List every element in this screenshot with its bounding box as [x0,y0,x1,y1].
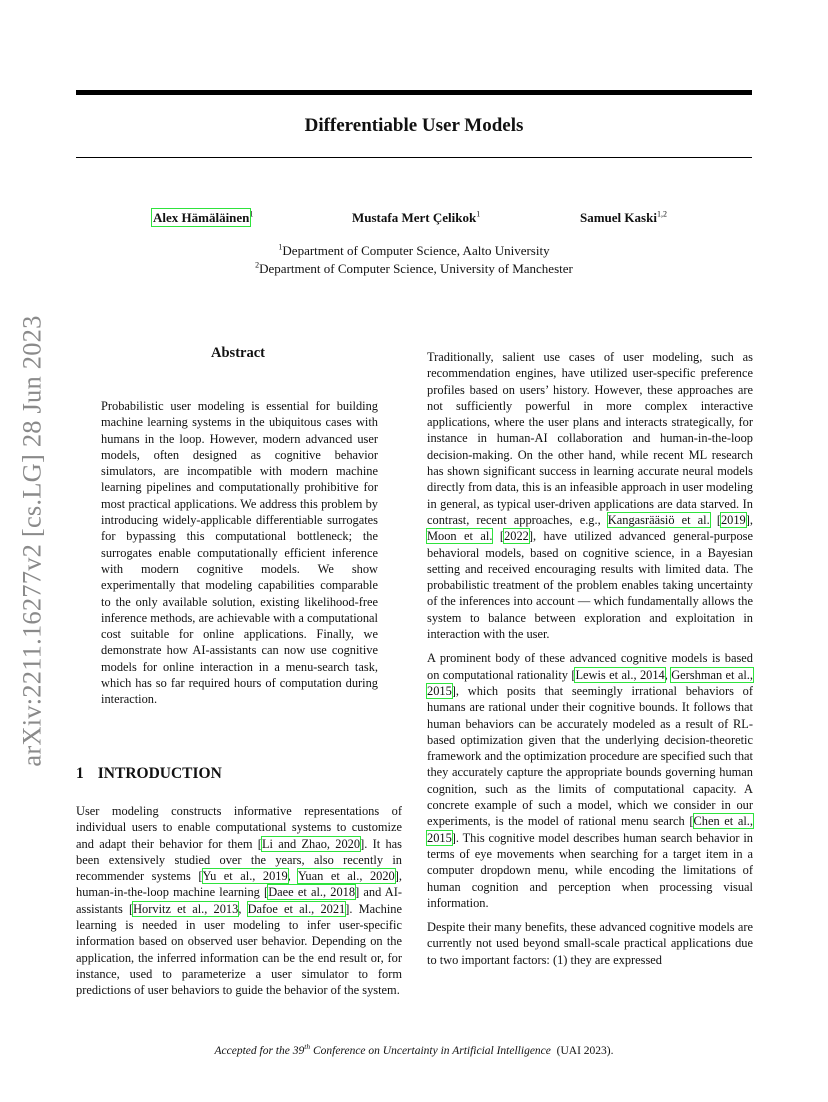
text-run: ], have utilized advanced general-purpose behavioral models, based on cognitive science, in a Bayesian setting and received encouraging results with limited data. The probabilistic treatment of the problem enables taking uncertainty of the inferences into account — which fundamentally allows the system to balance between exploration and exploitation in interaction with the user. [427,529,753,642]
text-run: ]. This cognitive model describes human search behavior in terms of eye movements when searching for a target item in a computer dropdown menu, while encoding the limitations of human cognition and perception when processing visual information. [427,830,753,910]
footer-acronym: (UAI 2023). [556,1045,614,1057]
abstract-text: Probabilistic user modeling is essential for building machine learning systems in the ubiquitous cases with humans in the loop. However, modern advanced user models, often designed as cognitive behavior simulators, are incompatible with modern machine learning pipelines and computationally prohibitive for most practical applications. We address this problem by introducing widely-applicable differentiable surrogates for bypassing this computational bottleneck; the surrogates enable computationally efficient inference with modern cognitive models. We show experimentally that modeling capabilities comparable to the only available solution, existing likelihood-free inference methods, are achievable with a computational cost suitable for online applications. Finally, we demonstrate how AI-assistants can now use cognitive models for online interaction in a menu-search task, which has so far required hours of computation during interaction. [101,399,378,707]
text-run: Traditionally, salient use cases of user modeling, such as recommendation engines, have utilized user-specific preference profiles based on users’ history. However, these approaches are not sufficiently powerful in more complex interactive applications, where the user plans and interacts strategically, for instance in human-AI collaboration and human-in-the-loop decision-making. On the other hand, while recent ML research has shown significant success in learning accurate neural models directly from data, this is an infeasible approach in user modeling in general, as typical user-driven applications are data starved. In contrast, recent approaches, e.g., [427,350,753,527]
citation-link[interactable]: Kangasrääsiö et al. [607,512,710,527]
text-run: [ [709,512,721,527]
affiliations [76,242,752,278]
text-run: , [664,667,672,682]
section-heading-introduction [76,765,222,783]
title-top-rule [76,90,752,95]
citation-link[interactable]: Dafoe et al., 2021 [247,901,346,916]
text-run: User modeling constructs informative representations of individual users to enable computational systems to customize and adapt their behavior for them [ [76,804,402,851]
author-3-name: Samuel Kaski [580,210,657,225]
citation-link[interactable]: 2022 [504,529,529,544]
author-2-name: Mustafa Mert Çelikok [352,210,477,225]
text-run: ], which posits that seemingly irrational behaviors of humans are rational under their cognitive bounds. It follows that human behaviors can be accurately modeled as a result of RL-based optimization given that the underlying decision-theoretic framework and the optimization procedure are specified such that they accurately capture the appropriate bounds governing human cognition, such as the limits of computational capacity. A concrete example of such a model, which we consider in our experiments, is the model of rational menu search [ [427,683,753,829]
affiliation-1-text: Department of Computer Science, Aalto University [282,243,550,258]
abstract-heading: Abstract [211,345,265,361]
footer-ordinal: th [304,1042,311,1052]
citation-link[interactable]: Chen et al., 2015 [427,814,753,845]
author-3-affiliation: 1,2 [656,209,667,219]
intro-paragraph-2 [427,349,753,642]
abstract-body [101,398,378,708]
section-title: INTRODUCTION [97,765,222,782]
text-run: , [287,869,298,884]
text-run: ], [745,512,753,527]
paper-title: Differentiable User Models [304,115,524,136]
author-list [0,210,828,230]
citation-link[interactable]: Li and Zhao, 2020 [261,836,361,851]
citation-link[interactable]: Yu et al., 2019 [202,869,288,884]
affiliation-2 [76,260,752,278]
text-run: ], human-in-the-loop machine learning [ [76,869,402,900]
intro-paragraph-3 [427,650,753,911]
author-1-affiliation: 1 [249,209,254,219]
text-run: ] and AI-assistants [ [76,885,402,916]
affiliation-1 [76,242,752,260]
author-2-affiliation: 1 [476,209,481,219]
author-1 [153,210,253,226]
author-2 [352,210,480,226]
intro-left-column [76,803,402,999]
text-run: ]. It has been extensively studied over the years, also recently in recommender systems [ [76,836,402,884]
title-bottom-rule [76,157,752,158]
citation-link[interactable]: 2019 [720,512,746,527]
arxiv-stamp-text: arXiv:2211.16277v2 [cs.LG] 28 Jun 2023 [16,315,47,767]
conference-footer [0,1042,828,1057]
citation-link[interactable]: Yuan et al., 2020 [297,869,395,884]
right-column [427,349,753,976]
text-run: , [238,901,248,916]
author-3 [580,210,667,226]
intro-paragraph-4: Despite their many benefits, these advanced cognitive models are currently not used beyond small-scale practical applications due to two important factors: (1) they are expressed [427,920,753,967]
footer-venue [214,1042,551,1057]
footer-conference: Conference on Uncertainty in Artificial Intelligence [310,1045,551,1057]
citation-link[interactable]: Horvitz et al., 2013 [133,901,239,916]
citation-link[interactable]: Lewis et al., 2014 [575,667,665,682]
affiliation-1-number: 1 [278,242,283,252]
footer-text: Accepted for the 39 [214,1045,305,1057]
citation-link[interactable]: Gershman et al., 2015 [427,667,753,698]
affiliation-2-number: 2 [255,260,260,270]
citation-link[interactable]: Moon et al. [427,529,493,544]
intro-paragraph-1 [76,803,402,999]
text-run: [ [492,529,505,544]
arxiv-stamp [17,298,47,784]
text-run: A prominent body of these advanced cognitive models is based on computational rationality [ [427,651,753,682]
author-1-link[interactable]: Alex Hämäläinen [153,210,250,225]
section-number: 1 [76,765,84,782]
citation-link[interactable]: Daee et al., 2018 [268,885,356,900]
affiliation-2-text: Department of Computer Science, University of Manchester [259,261,573,276]
text-run: ]. Machine learning is needed in user modeling to infer user-specific information based on observed user behavior. Depending on the application, the inferred information can be the end result or, for instance, used to parameterize a user simulator to form predictions of user behaviors to guide the behavior of the system. [76,901,402,998]
